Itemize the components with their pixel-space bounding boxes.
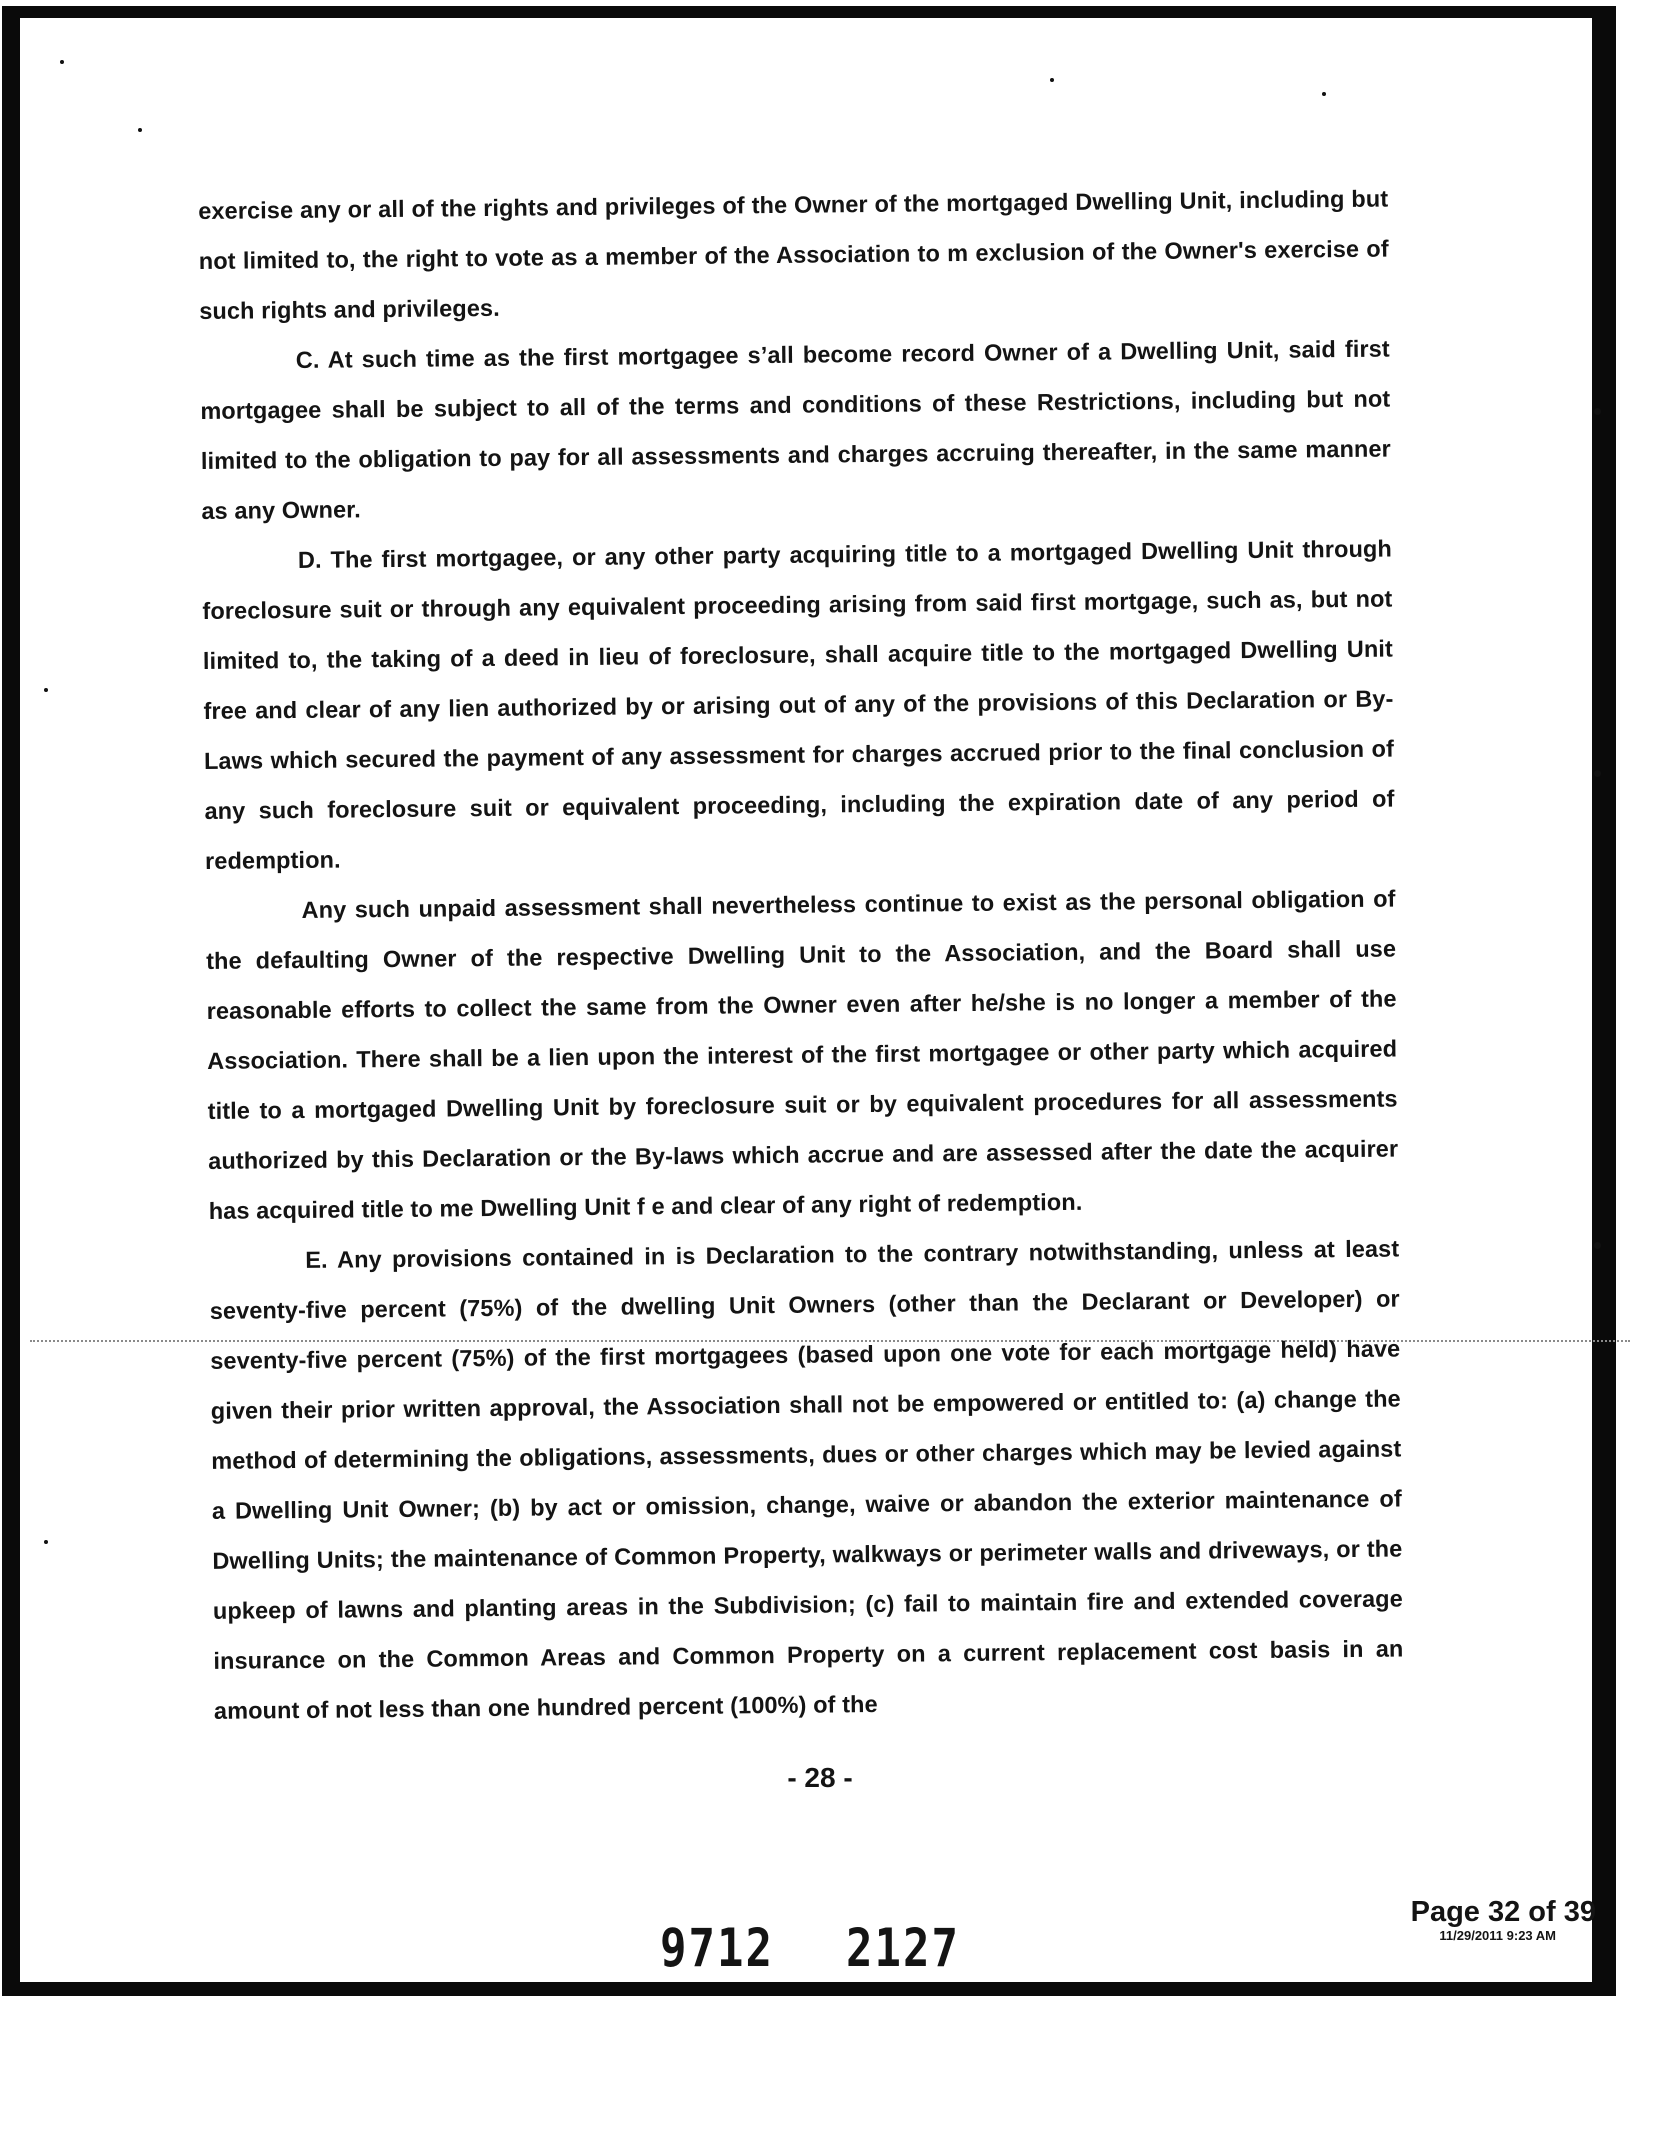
scan-speck: [1594, 770, 1601, 777]
scan-speck: [1322, 92, 1326, 96]
paragraph-unpaid-assessment: Any such unpaid assessment shall nevertheless continue to exist as the personal obligation of the defaulting Owner of the respective Dwelling Unit to the Association, and the Board shall use reasonable efforts to collect the same from the Owner even after he/she is no longer a member of the Association. There shall be a lien upon the interest of the first mortgagee or other party which acquired title to a mortgaged Dwelling Unit by foreclosure suit or by equivalent procedures for all assessments authorized by this Declaration or the By-laws which accrue and are assessed after the date the acquirer has acquired title to me Dwelling Unit f e and clear of any right of redemption.: [205, 885, 1399, 1224]
page-number: - 28 -: [787, 1762, 853, 1793]
page-counter-label: Page 32 of 39: [1410, 1896, 1596, 1928]
paragraph-c: C. At such time as the first mortgagee sʼall become record Owner of a Dwelling Unit, said first mortgagee shall be subject to all of the terms and conditions of these Restrictions, including but not limited to the obligation to pay for all assessments and charges accruing thereafter, in the same manner as any Owner.: [200, 335, 1391, 524]
scan-speck: [138, 128, 142, 132]
scan-speck: [44, 688, 48, 692]
book-number: 9712: [660, 1918, 774, 1980]
paragraph-d: D. The first mortgagee, or any other party acquiring title to a mortgaged Dwelling Unit through foreclosure suit or through any equivalent proceeding arising from said first mortgage, such as, but not limited to, the taking of a deed in lieu of foreclosure, shall acquire title to the mortgaged Dwelling Unit free and clear of any lien authorized by or arising out of any of the provisions of this Declaration or By-Laws which secured the payment of any assessment for charges accrued prior to the final conclusion of any such foreclosure suit or equivalent proceeding, including the expiration date of any period of redemption.: [202, 535, 1395, 874]
scan-speck: [1050, 78, 1054, 82]
document-body: [198, 174, 1404, 1736]
page-counter-timestamp: 11/29/2011 9:23 AM: [1439, 1928, 1556, 1943]
scan-speck: [1594, 408, 1601, 415]
book-page-stamp: [660, 1918, 960, 1979]
scan-speck: [44, 1540, 48, 1544]
paragraph-e: E. Any provisions contained in is Declaration to the contrary notwithstanding, unless at least seventy-five percent (75%) of the dwelling Unit Owners (other than the Declarant or Developer) or seventy-five percent (75%) of the first mortgagees (based upon one vote for each mortgage held) have given their prior written approval, the Association shall not be empowered or entitled to: (a) change the method of determining the obligations, assessments, dues or other charges which may be levied against a Dwelling Unit Owner; (b) by act or omission, change, waive or abandon the exterior maintenance of Dwelling Units; the maintenance of Common Property, walkways or perimeter walls and driveways, or the upkeep of lawns and planting areas in the Subdivision; (c) fail to maintain fire and extended coverage insurance on the Common Areas and Common Property on a current replacement cost basis in an amount of not less than one hundred percent (100%) of the: [209, 1235, 1404, 1724]
paragraph-continuation: exercise any or all of the rights and privileges of the Owner of the mortgaged Dwelling Unit, including but not limited to, the right to vote as a member of the Association to m exclusion of the Owner's exercise of such rights and privileges.: [198, 185, 1389, 324]
scan-speck: [1594, 1242, 1601, 1249]
scan-speck: [60, 60, 64, 64]
book-page-number: 2127: [845, 1918, 960, 1980]
page-counter: [1386, 1896, 1596, 1944]
